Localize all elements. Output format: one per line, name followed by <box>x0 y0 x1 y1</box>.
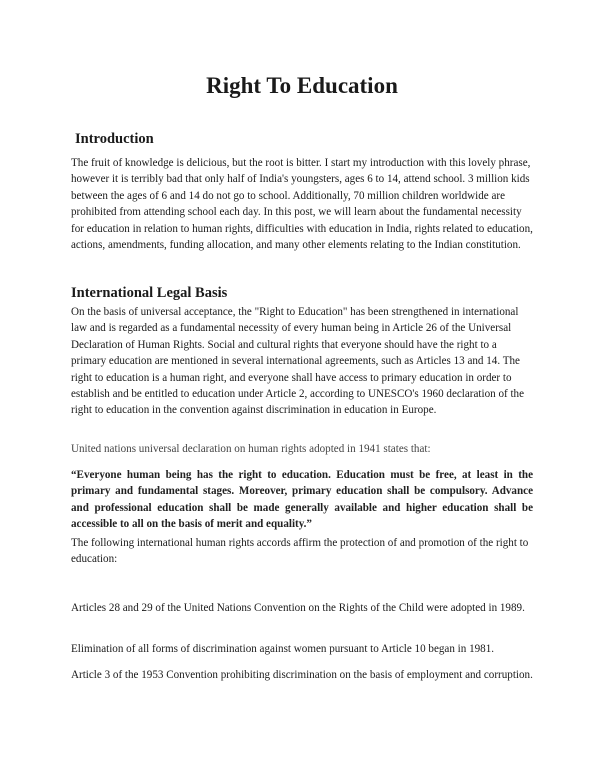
section-heading-international-legal-basis: International Legal Basis <box>71 285 228 301</box>
accords-intro-paragraph: The following international human rights accords affirm the protection of and promotion of the right to education: <box>71 537 529 566</box>
document-title: Right To Education <box>206 73 398 98</box>
section-heading-introduction: Introduction <box>75 131 154 147</box>
accord-item-cedaw: Elimination of all forms of discrimination against women pursuant to Article 10 began in 1981. <box>71 643 495 655</box>
legal-basis-paragraph: On the basis of universal acceptance, the "Right to Education" has been strengthened in international law and is regarded as a fundamental necessity of every human being in Article 26 of the Universal Declaration of Human Rights. Social and cultural rights that everyone should have the right to a primary education are mentioned in several international agreements, such as Articles 13 and 14. The right to education is a human right, and everyone shall have access to primary education in order to establish and be entitled to education under Article 2, according to UNESCO's 1960 declaration of the right to education in the convention against discrimination in education in Europe. <box>71 306 525 417</box>
udhr-quote: “Everyone human being has the right to education. Education must be free, at least in the primary and fundamental stages. Moreover, primary education shall be compulsory. Advance and professional education shall be made generally available and higher education shall be accessible to all on the basis of merit and equality.” <box>71 469 533 531</box>
introduction-paragraph: The fruit of knowledge is delicious, but the root is bitter. I start my introduction with this lovely phrase, however it is terribly bad that only half of India's youngsters, ages 6 to 14, attend school. 3 million kids between the ages of 6 and 14 do not go to school. Additionally, 70 million children worldwide are prohibited from attending school each day. In this post, we will learn about the fundamental necessity for education in relation to human rights, difficulties with education in India, rights related to education, actions, amendments, funding allocation, and many other elements relating to the Indian constitution. <box>71 157 533 252</box>
accord-item-crc: Articles 28 and 29 of the United Nations Convention on the Rights of the Child were adopted in 1989. <box>71 602 525 614</box>
accord-item-1953-convention: Article 3 of the 1953 Convention prohibiting discrimination on the basis of employment and corruption. <box>71 669 533 681</box>
udhr-intro-line: United nations universal declaration on human rights adopted in 1941 states that: <box>71 443 431 455</box>
